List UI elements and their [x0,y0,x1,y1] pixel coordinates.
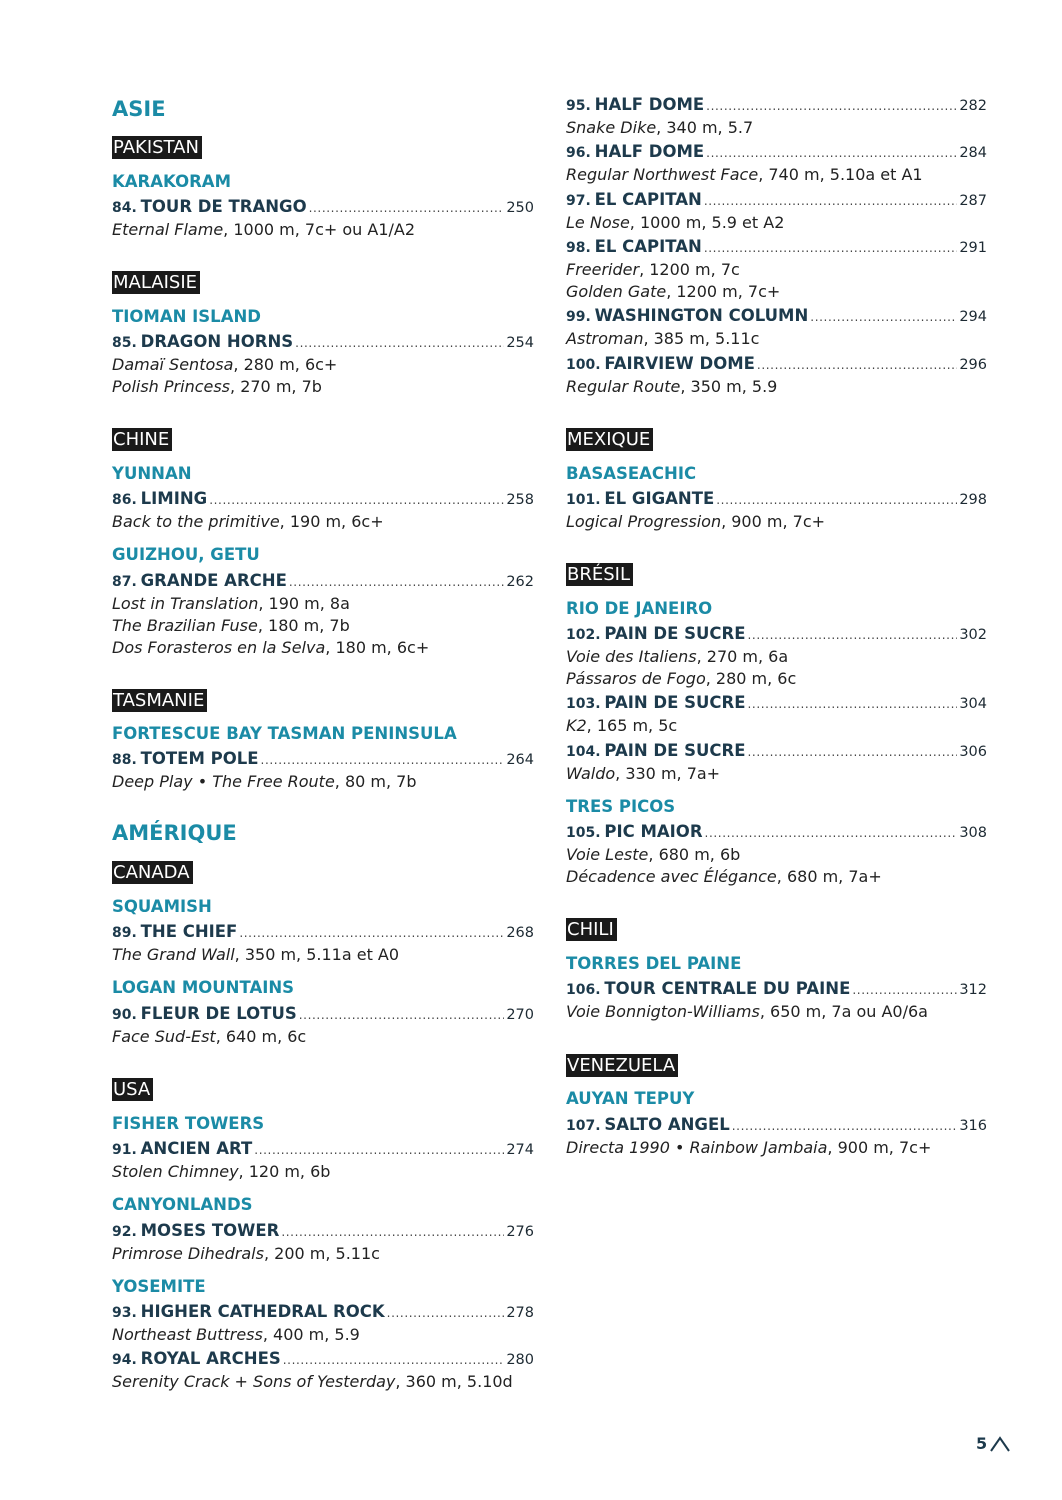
route-line [566,668,987,690]
route-detail: , 360 m, 5.10d [395,1372,513,1391]
dot-leader [295,332,504,354]
toc-entry[interactable] [112,196,534,241]
entry-page-number: 308 [959,825,987,841]
route-name: Décadence avec Élégance [566,867,777,886]
entry-title: SALTO ANGEL [604,1115,730,1134]
dot-leader [732,1115,958,1137]
toc-entry-line[interactable] [566,692,987,715]
dot-leader [281,1221,504,1243]
toc-entry[interactable] [112,1301,534,1346]
entry-title: HALF DOME [594,95,705,114]
route-line [112,376,534,398]
route-name: Freerider [566,260,640,279]
dot-leader [283,1349,505,1371]
toc-entry-line[interactable] [566,821,987,844]
country-label: CANADA [112,861,193,884]
route-detail: , 350 m, 5.9 [680,377,778,396]
route-name: Le Nose [566,213,630,232]
entry-page-number: 268 [506,925,534,941]
route-line [566,844,987,866]
route-detail: , 280 m, 6c [705,669,797,688]
toc-entry-line[interactable] [566,94,987,117]
route-line [112,511,534,533]
route-name: Deep Play • The Free Route [112,772,335,791]
route-line [112,1371,534,1393]
entry-title: PIC MAIOR [604,822,703,841]
dot-leader [387,1302,505,1324]
area-heading: TRES PICOS [566,797,676,816]
area-heading: YUNNAN [112,464,192,483]
route-name: Serenity Crack + Sons of Yesterday [112,1372,396,1391]
entry-number: 93. [112,1305,137,1321]
route-name: Damaï Sentosa [112,355,234,374]
dot-leader [706,95,957,117]
route-detail: , 1000 m, 5.9 et A2 [629,213,785,232]
entry-number: 106. [566,982,601,998]
entry-title: TOTEM POLE [140,749,259,768]
entry-title: PAIN DE SUCRE [604,693,746,712]
route-line [566,164,987,186]
route-name: Snake Dike [566,118,657,137]
route-name: Back to the primitive [112,512,280,531]
toc-entry[interactable] [566,978,987,1023]
toc-entry-line[interactable] [566,978,987,1001]
route-detail: , 650 m, 7a ou A0/6a [759,1002,928,1021]
dot-leader [716,489,957,511]
dot-leader [289,571,504,593]
route-name: Stolen Chimney [112,1162,239,1181]
toc-entry[interactable] [566,353,987,398]
toc-entry[interactable] [112,1138,534,1183]
entry-title: MOSES TOWER [140,1221,280,1240]
entry-number: 99. [566,309,591,325]
route-detail: , 900 m, 7c+ [827,1138,932,1157]
area-heading: LOGAN MOUNTAINS [112,978,295,997]
entry-number: 90. [112,1007,137,1023]
country-row [112,1078,534,1101]
country-label: CHILI [566,918,617,941]
entry-page-number: 282 [959,98,987,114]
route-detail: , 640 m, 6c [215,1027,307,1046]
dot-leader [261,749,505,771]
entry-title: PAIN DE SUCRE [604,741,746,760]
toc-entry[interactable] [566,821,987,888]
entry-number: 98. [566,240,591,256]
entry-number: 95. [566,98,591,114]
route-line [112,354,534,376]
entry-page-number: 306 [959,744,987,760]
country-row [112,861,534,884]
area-heading: SQUAMISH [112,897,212,916]
area-heading: YOSEMITE [112,1277,206,1296]
entry-number: 84. [112,200,137,216]
route-detail: , 350 m, 5.11a et A0 [234,945,400,964]
country-label: CHINE [112,428,172,451]
route-detail: , 80 m, 7b [334,772,417,791]
toc-entry-line[interactable] [112,921,534,944]
toc-entry-line[interactable] [112,1003,534,1026]
entry-title: EL CAPITAN [594,237,702,256]
route-name: Primrose Dihedrals [112,1244,264,1263]
entry-page-number: 298 [959,492,987,508]
route-line [112,944,534,966]
country-label: TASMANIE [112,689,207,712]
route-detail: , 740 m, 5.10a et A1 [758,165,923,184]
entry-title: ANCIEN ART [140,1139,253,1158]
dot-leader [239,922,504,944]
country-row [566,918,987,941]
dot-leader [706,142,957,164]
route-name: Regular Route [566,377,681,396]
route-detail: , 120 m, 6b [238,1162,331,1181]
route-detail: , 680 m, 7a+ [776,867,882,886]
toc-entry-line[interactable] [566,236,987,259]
route-detail: , 1200 m, 7c [639,260,740,279]
toc-entry[interactable] [566,740,987,785]
route-detail: , 330 m, 7a+ [615,764,721,783]
route-detail: , 270 m, 7b [230,377,322,396]
route-name: Golden Gate [566,282,667,301]
country-label: MEXIQUE [566,428,653,451]
entry-title: DRAGON HORNS [140,332,294,351]
toc-entry-line[interactable] [566,305,987,328]
entry-title: PAIN DE SUCRE [604,624,746,643]
toc-entry-line[interactable] [566,1114,987,1137]
entry-page-number: 276 [506,1224,534,1240]
country-label: USA [112,1078,153,1101]
toc-entry-line[interactable] [566,740,987,763]
area-heading: TIOMAN ISLAND [112,307,261,326]
toc-entry-line[interactable] [112,748,534,771]
route-line [566,866,987,888]
entry-title: LIMING [140,489,208,508]
region-heading: AMÉRIQUE [112,821,237,845]
route-line [566,212,987,234]
toc-entry[interactable] [112,488,534,533]
area-heading: GUIZHOU, GETU [112,545,260,564]
entry-page-number: 294 [959,309,987,325]
toc-entry-line[interactable] [566,623,987,646]
route-name: Lost in Translation [112,594,259,613]
entry-number: 96. [566,145,591,161]
country-row [566,1054,987,1077]
route-name: Pássaros de Fogo [566,669,706,688]
area-heading: RIO DE JANEIRO [566,599,713,618]
toc-entry[interactable] [566,236,987,303]
toc-entry[interactable] [566,189,987,234]
toc-entry-line[interactable] [566,488,987,511]
country-row [566,428,987,451]
dot-leader [209,489,504,511]
entry-title: TOUR CENTRALE DU PAINE [604,979,851,998]
entry-number: 97. [566,193,591,209]
entry-page-number: 270 [506,1007,534,1023]
entry-title: EL GIGANTE [604,489,715,508]
toc-entry-line[interactable] [112,488,534,511]
route-detail: , 190 m, 6c+ [279,512,384,531]
route-line [566,259,987,281]
route-detail: , 680 m, 6b [648,845,741,864]
entry-page-number: 280 [506,1352,534,1368]
area-heading: TORRES DEL PAINE [566,954,742,973]
toc-entry[interactable] [566,623,987,690]
route-line [112,637,534,659]
country-row [112,136,534,159]
toc-entry[interactable] [566,94,987,139]
entry-title: ROYAL ARCHES [140,1349,281,1368]
entry-page-number: 316 [959,1118,987,1134]
country-label: VENEZUELA [566,1054,678,1077]
country-label: MALAISIE [112,271,200,294]
route-detail: , 180 m, 7b [257,616,350,635]
dot-leader [748,741,958,763]
toc-entry-line[interactable] [112,1138,534,1161]
toc-entry[interactable] [566,305,987,350]
entry-page-number: 312 [959,982,987,998]
entry-title: TOUR DE TRANGO [140,197,307,216]
entry-title: FLEUR DE LOTUS [140,1004,297,1023]
entry-title: THE CHIEF [140,922,238,941]
area-heading: BASASEACHIC [566,464,697,483]
entry-number: 88. [112,752,137,768]
route-line [112,1324,534,1346]
entry-page-number: 296 [959,357,987,373]
dot-leader [254,1139,504,1161]
mountain-peak-icon [990,1436,1010,1452]
toc-entry-line[interactable] [112,331,534,354]
route-name: Voie Bonnigton-Williams [566,1002,760,1021]
route-name: The Grand Wall [112,945,235,964]
route-line [566,1137,987,1159]
route-line [566,646,987,668]
route-detail: , 1200 m, 7c+ [666,282,781,301]
dot-leader [705,822,958,844]
toc-entry-line[interactable] [566,141,987,164]
route-name: K2 [566,716,587,735]
entry-number: 85. [112,335,137,351]
country-row [566,563,987,586]
entry-title: EL CAPITAN [594,190,702,209]
route-name: Northeast Buttress [112,1325,263,1344]
toc-entry-line[interactable] [566,353,987,376]
route-name: Polish Princess [112,377,231,396]
entry-number: 101. [566,492,601,508]
dot-leader [810,306,957,328]
route-line [566,763,987,785]
toc-entry-line[interactable] [112,1301,534,1324]
country-row [112,271,534,294]
toc-entry[interactable] [566,141,987,186]
toc-entry[interactable] [566,692,987,737]
toc-entry[interactable] [112,1220,534,1265]
route-detail: , 385 m, 5.11c [643,329,760,348]
entry-title: HIGHER CATHEDRAL ROCK [140,1302,385,1321]
entry-number: 103. [566,696,601,712]
area-heading: AUYAN TEPUY [566,1089,695,1108]
country-label: BRÉSIL [566,563,633,586]
route-detail: , 400 m, 5.9 [262,1325,360,1344]
entry-number: 89. [112,925,137,941]
dot-leader [852,979,957,1001]
entry-page-number: 274 [506,1142,534,1158]
route-detail: , 280 m, 6c+ [233,355,338,374]
route-line [566,1001,987,1023]
route-line [566,511,987,533]
entry-page-number: 258 [506,492,534,508]
route-name: Logical Progression [566,512,722,531]
entry-number: 87. [112,574,137,590]
entry-title: FAIRVIEW DOME [604,354,755,373]
toc-entry-line[interactable] [566,189,987,212]
route-name: Face Sud-Est [112,1027,216,1046]
country-row [112,428,534,451]
route-line [566,281,987,303]
toc-entry-line[interactable] [112,1348,534,1371]
region-heading: ASIE [112,97,166,121]
entry-number: 91. [112,1142,137,1158]
route-line [112,1161,534,1183]
route-line [566,715,987,737]
area-heading: KARAKORAM [112,172,231,191]
toc-entry-line[interactable] [112,570,534,593]
toc-entry[interactable] [112,748,534,793]
route-line [112,771,534,793]
entry-page-number: 287 [959,193,987,209]
route-name: Voie des Italiens [566,647,697,666]
entry-number: 102. [566,627,601,643]
page-number [976,1434,1010,1453]
dot-leader [299,1004,505,1026]
area-heading: FORTESCUE BAY TASMAN PENINSULA [112,724,457,743]
toc-entry[interactable] [112,331,534,398]
dot-leader [757,354,957,376]
toc-entry-line[interactable] [112,1220,534,1243]
entry-number: 107. [566,1118,601,1134]
entry-number: 94. [112,1352,137,1368]
toc-entry-line[interactable] [112,196,534,219]
route-detail: , 900 m, 7c+ [721,512,826,531]
route-name: The Brazilian Fuse [112,616,258,635]
route-line [566,328,987,350]
route-detail: , 190 m, 8a [258,594,350,613]
dot-leader [704,237,957,259]
entry-page-number: 250 [506,200,534,216]
entry-page-number: 254 [506,335,534,351]
area-heading: CANYONLANDS [112,1195,253,1214]
route-line [566,376,987,398]
entry-number: 92. [112,1224,137,1240]
toc-entry[interactable] [566,488,987,533]
entry-title: HALF DOME [594,142,705,161]
route-line [112,1243,534,1265]
entry-page-number: 304 [959,696,987,712]
route-detail: , 165 m, 5c [586,716,678,735]
entry-number: 86. [112,492,137,508]
page-number-text: 5 [976,1434,988,1453]
entry-title: WASHINGTON COLUMN [594,306,809,325]
route-name: Eternal Flame [112,220,224,239]
route-name: Voie Leste [566,845,649,864]
entry-page-number: 262 [506,574,534,590]
entry-page-number: 302 [959,627,987,643]
toc-entry[interactable] [112,1348,534,1393]
route-line [112,219,534,241]
toc-entry[interactable] [112,1003,534,1048]
toc-entry[interactable] [112,921,534,966]
entry-title: GRANDE ARCHE [140,571,287,590]
route-detail: , 180 m, 6c+ [325,638,430,657]
entry-number: 105. [566,825,601,841]
route-line [112,1026,534,1048]
route-name: Dos Forasteros en la Selva [112,638,326,657]
entry-page-number: 291 [959,240,987,256]
toc-entry[interactable] [112,570,534,659]
route-name: Astroman [566,329,644,348]
dot-leader [748,693,958,715]
route-name: Directa 1990 • Rainbow Jambaia [566,1138,828,1157]
route-line [112,593,534,615]
entry-page-number: 264 [506,752,534,768]
entry-page-number: 284 [959,145,987,161]
route-detail: , 200 m, 5.11c [263,1244,380,1263]
country-row [112,689,534,712]
route-detail: , 340 m, 5.7 [656,118,754,137]
route-line [112,615,534,637]
route-name: Waldo [566,764,616,783]
dot-leader [309,197,505,219]
country-label: PAKISTAN [112,136,202,159]
route-line [566,117,987,139]
area-heading: FISHER TOWERS [112,1114,265,1133]
entry-number: 104. [566,744,601,760]
route-detail: , 1000 m, 7c+ ou A1/A2 [223,220,416,239]
entry-number: 100. [566,357,601,373]
entry-page-number: 278 [506,1305,534,1321]
route-detail: , 270 m, 6a [696,647,789,666]
dot-leader [748,624,958,646]
dot-leader [704,190,957,212]
toc-entry[interactable] [566,1114,987,1159]
route-name: Regular Northwest Face [566,165,759,184]
